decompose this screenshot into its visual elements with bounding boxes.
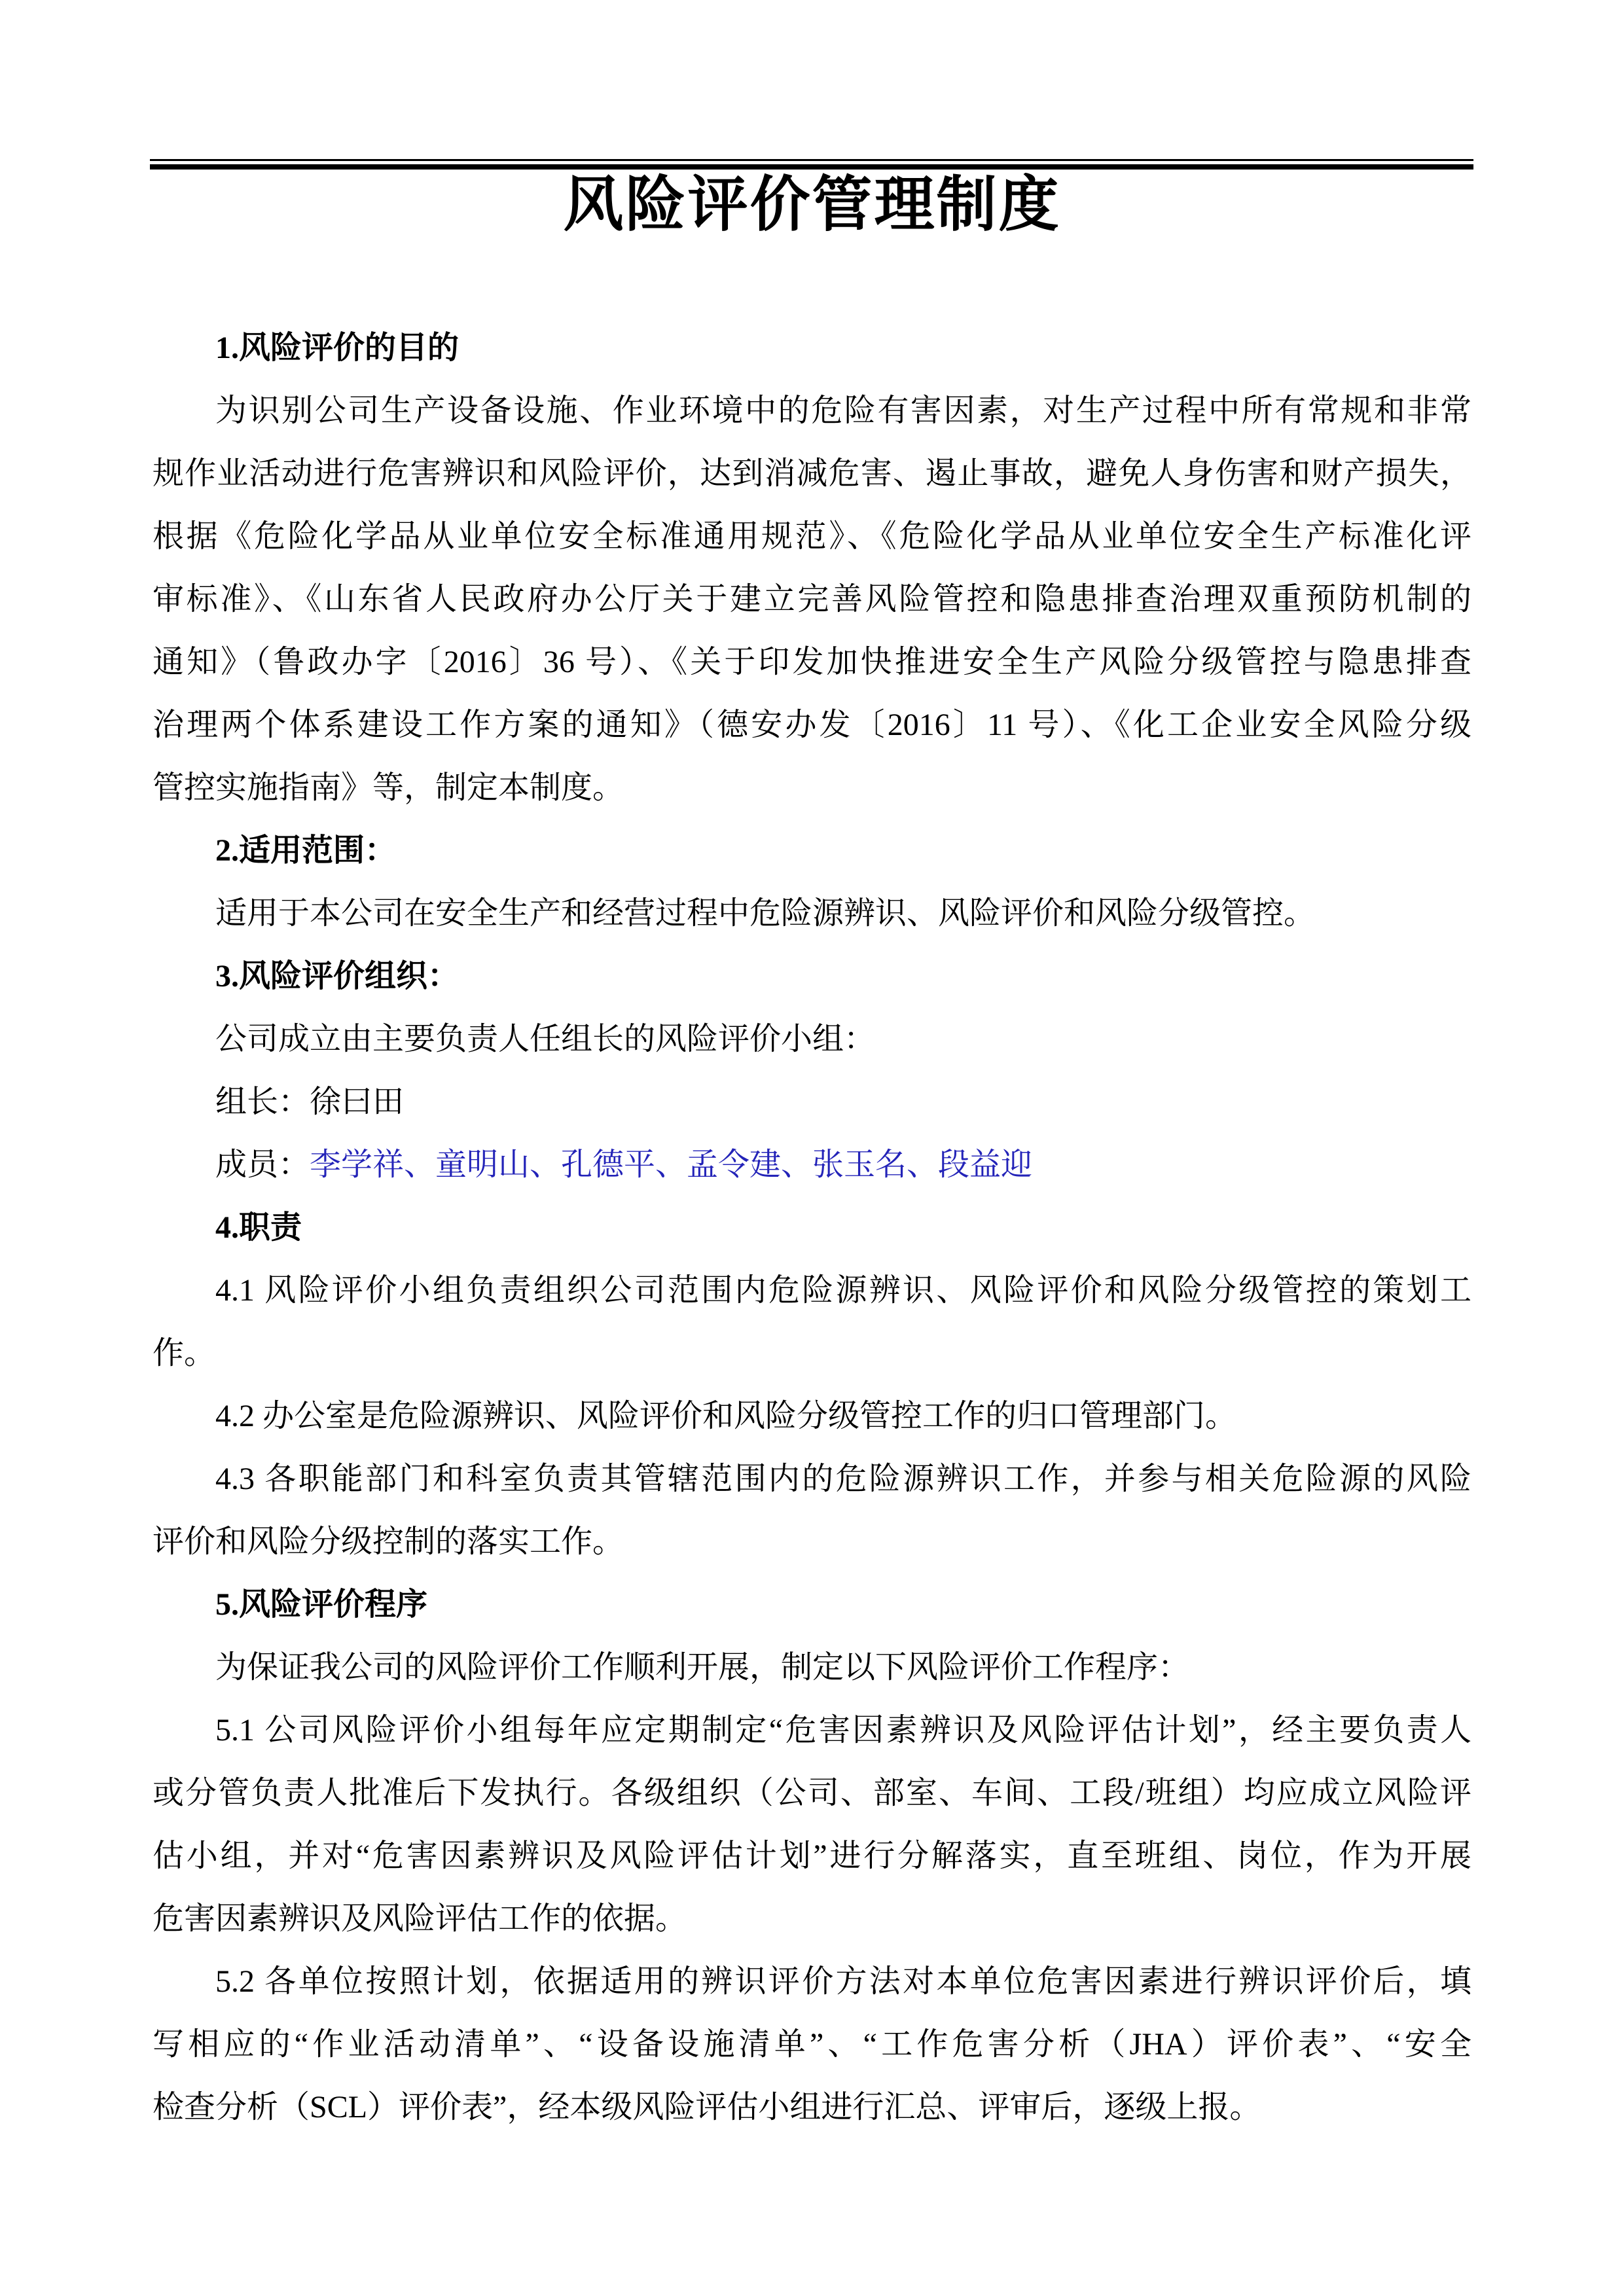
body-line: 或分管负责人批准后下发执行。各级组织（公司、部室、车间、工段/班组）均应成立风险评 xyxy=(153,1776,1471,1810)
body-line: 为识别公司生产设备设施、作业环境中的危险有害因素，对生产过程中所有常规和非常 xyxy=(215,393,1471,428)
heading-organization: 3.风险评价组织： xyxy=(215,959,460,994)
body-line: 评价和风险分级控制的落实工作。 xyxy=(153,1524,624,1559)
body-line: 管控实施指南》等，制定本制度。 xyxy=(153,770,624,805)
body-line: 危害因素辨识及风险评估工作的依据。 xyxy=(153,1901,687,1936)
body-line: 写相应的“作业活动清单”、“设备设施清单”、“工作危害分析（JHA）评价表”、“安全 xyxy=(153,2027,1471,2062)
doc-title: 风险评价管理制度 xyxy=(563,171,1061,238)
document-body xyxy=(153,317,1471,2139)
body-line: 检查分析（SCL）评价表”，经本级风险评估小组进行汇总、评审后，逐级上报。 xyxy=(153,2090,1261,2125)
body-line: 作。 xyxy=(153,1336,216,1371)
body-line: 5.2 各单位按照计划，依据适用的辨识评价方法对本单位危害因素进行辨识评价后，填 xyxy=(215,1964,1471,1999)
body-line: 适用于本公司在安全生产和经营过程中危险源辨识、风险评价和风险分级管控。 xyxy=(215,896,1316,931)
team-leader-line: 组长：徐曰田 xyxy=(215,1085,405,1119)
body-line: 4.2 办公室是危险源辨识、风险评价和风险分级管控工作的归口管理部门。 xyxy=(215,1399,1237,1433)
body-line: 公司成立由主要负责人任组长的风险评价小组： xyxy=(215,1022,876,1056)
heading-duties: 4.职责 xyxy=(215,1210,302,1245)
body-line: 审标准》、《山东省人民政府办公厅关于建立完善风险管控和隐患排查治理双重预防机制的 xyxy=(153,582,1471,617)
body-line: 4.1 风险评价小组负责组织公司范围内危险源辨识、风险评价和风险分级管控的策划工 xyxy=(215,1273,1471,1308)
members-label: 成员： xyxy=(215,1147,310,1182)
body-line: 规作业活动进行危害辨识和风险评价，达到消减危害、遏止事故，避免人身伤害和财产损失， xyxy=(153,456,1471,491)
members-names: 李学祥、童明山、孔德平、孟令建、张玉名、段益迎 xyxy=(310,1147,1033,1182)
body-line: 治理两个体系建设工作方案的通知》（德安办发〔2016〕11 号）、《化工企业安全风险分级 xyxy=(153,708,1471,742)
body-line: 通知》（鲁政办字〔2016〕36 号）、《关于印发加快推进安全生产风险分级管控与隐患排查 xyxy=(153,645,1471,679)
body-line: 4.3 各职能部门和科室负责其管辖范围内的危险源辨识工作，并参与相关危险源的风险 xyxy=(215,1462,1471,1496)
body-line: 5.1 公司风险评价小组每年应定期制定“危害因素辨识及风险评估计划”，经主要负责人 xyxy=(215,1713,1471,1748)
heading-purpose: 1.风险评价的目的 xyxy=(215,331,460,365)
heading-scope: 2.适用范围： xyxy=(215,833,397,868)
body-line: 根据《危险化学品从业单位安全标准通用规范》、《危险化学品从业单位安全生产标准化评 xyxy=(153,519,1471,554)
team-members-line xyxy=(153,1134,1471,1196)
body-line: 估小组，并对“危害因素辨识及风险评估计划”进行分解落实，直至班组、岗位，作为开展 xyxy=(153,1839,1471,1873)
body-line: 为保证我公司的风险评价工作顺利开展，制定以下风险评价工作程序： xyxy=(215,1650,1190,1685)
heading-procedure: 5.风险评价程序 xyxy=(215,1587,428,1622)
